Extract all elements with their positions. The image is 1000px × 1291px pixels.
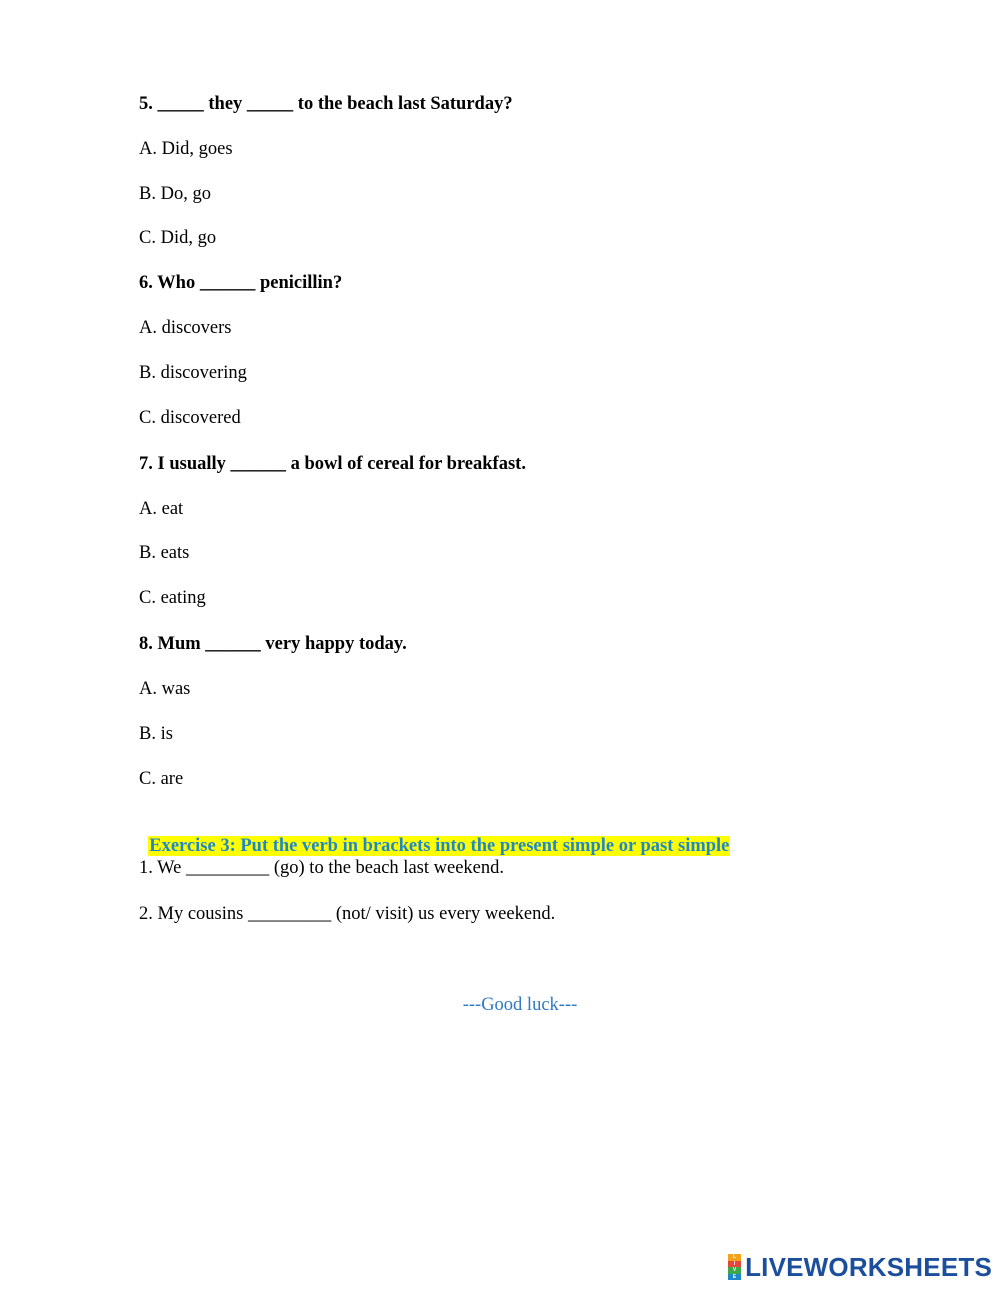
question-8-option-a: A. was xyxy=(139,679,191,699)
logo-mark-letter-l: L xyxy=(728,1254,741,1261)
question-6-option-b: B. discovering xyxy=(139,363,247,383)
exercise-3-heading-row xyxy=(139,813,730,857)
exercise-3-item-1: 1. We _________ (go) to the beach last weekend. xyxy=(139,858,504,878)
question-6-option-a: A. discovers xyxy=(139,318,232,338)
question-5-option-c: C. Did, go xyxy=(139,228,217,248)
question-5-option-a: A. Did, goes xyxy=(139,139,233,159)
question-6-option-c: C. discovered xyxy=(139,408,241,428)
logo-mark-icon xyxy=(728,1254,741,1280)
exercise-3-item-2: 2. My cousins _________ (not/ visit) us every weekend. xyxy=(139,904,556,924)
question-7-prompt: 7. I usually ______ a bowl of cereal for breakfast. xyxy=(139,454,526,474)
exercise-3-heading: Exercise 3: Put the verb in brackets into the present simple or past simple xyxy=(149,836,730,856)
logo-mark-letter-i: I xyxy=(728,1261,741,1268)
liveworksheets-logo[interactable] xyxy=(728,1252,992,1282)
question-6-prompt: 6. Who ______ penicillin? xyxy=(139,273,343,293)
question-5-option-b: B. Do, go xyxy=(139,184,211,204)
logo-text: LIVEWORKSHEETS xyxy=(745,1251,992,1282)
logo-mark-letter-v: V xyxy=(728,1267,741,1274)
question-7-option-c: C. eating xyxy=(139,588,206,608)
question-8-prompt: 8. Mum ______ very happy today. xyxy=(139,634,407,654)
question-5-prompt: 5. _____ they _____ to the beach last Saturday? xyxy=(139,94,513,114)
question-7-option-b: B. eats xyxy=(139,543,190,563)
question-7-option-a: A. eat xyxy=(139,499,184,519)
logo-mark-letter-e: E xyxy=(728,1274,741,1281)
question-8-option-c: C. are xyxy=(139,769,184,789)
good-luck-footer: ---Good luck--- xyxy=(462,995,578,1015)
question-8-option-b: B. is xyxy=(139,724,173,744)
